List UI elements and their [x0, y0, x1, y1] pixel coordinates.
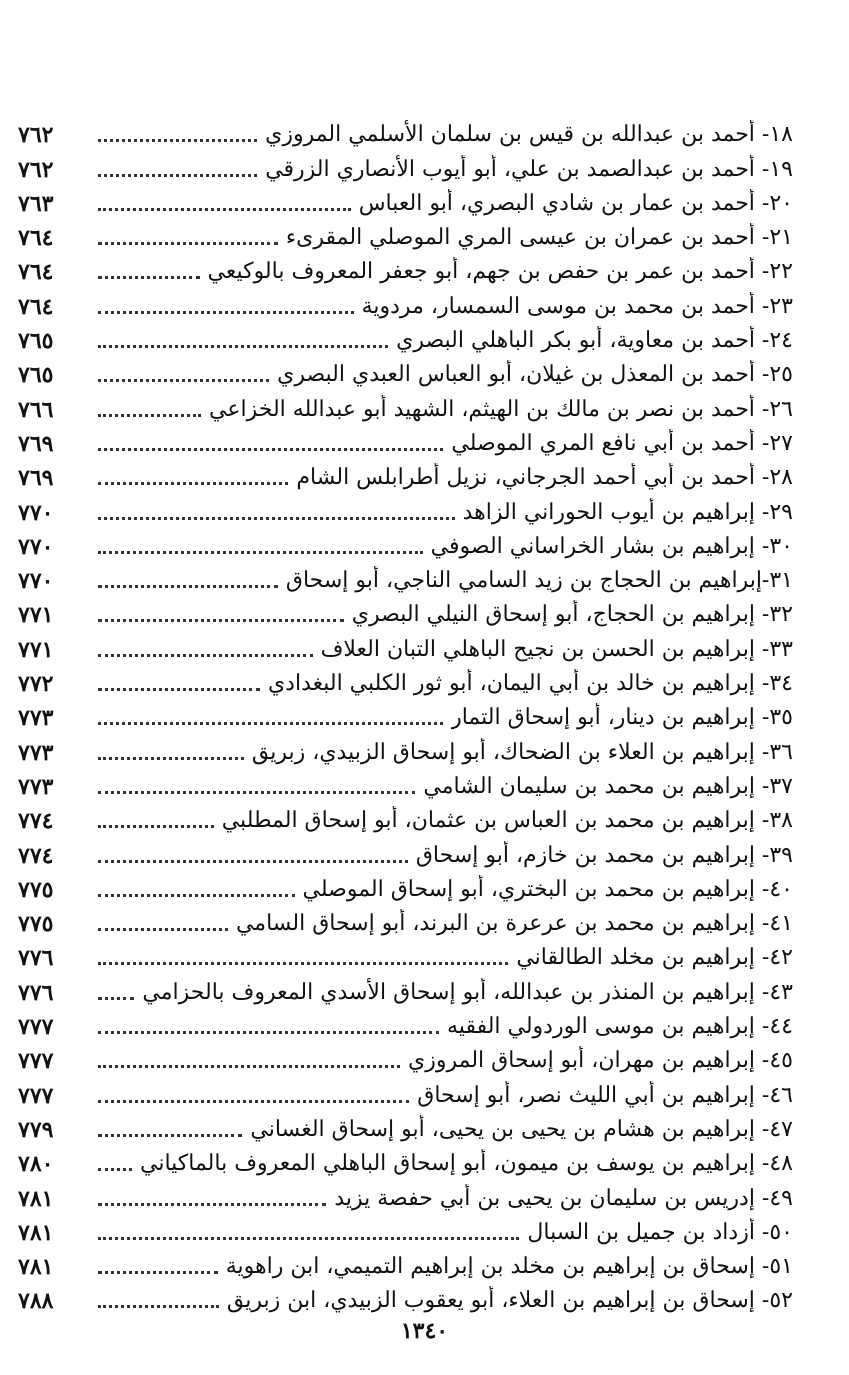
toc-entry-title: ٤٧- إبراهيم بن هشام بن يحيى بن يحيى، أبو إسحاق الغساني [250, 1116, 793, 1142]
dot-leader [98, 1031, 439, 1034]
toc-entry [18, 253, 793, 287]
dot-leader [98, 825, 214, 828]
toc-entry [18, 287, 793, 321]
toc-entry-title: ٣٩- إبراهيم بن محمد بن خازم، أبو إسحاق [415, 842, 793, 868]
toc-entry [18, 219, 793, 253]
toc-entry-title: ١٨- أحمد بن عبدالله بن قيس بن سلمان الأسلمي المروزي [265, 122, 793, 148]
toc-entry-page-number: ٧٨١ [18, 1185, 54, 1212]
toc-entry-title: ٢٩- إبراهيم بن أيوب الحوراني الزاهد [462, 499, 793, 525]
dot-leader [98, 791, 415, 794]
toc-entry-title: ١٩- أحمد بن عبدالصمد بن علي، أبو أيوب الأنصاري الزرقي [265, 156, 793, 182]
dot-leader [98, 414, 201, 417]
toc-entry [18, 973, 793, 1007]
dot-leader [98, 1271, 218, 1274]
dot-leader [98, 654, 313, 657]
toc-entry-title: ٢٠- أحمد بن عمار بن شادي البصري، أبو العباس [358, 190, 793, 216]
toc-entry [18, 116, 793, 150]
toc-entry-page-number: ٧٨٠ [18, 1151, 54, 1178]
dot-leader [98, 997, 134, 1000]
toc-entry [18, 939, 793, 973]
toc-entry-page-number: ٧٧٣ [18, 705, 54, 732]
toc-entry-title: ٤٦- إبراهيم بن أبي الليث نصر، أبو إسحاق [417, 1082, 793, 1108]
toc-entry [18, 1248, 793, 1282]
toc-entry-page-number: ٧٧٥ [18, 876, 54, 903]
toc-entry-title: ٥٢- إسحاق بن إبراهيم بن العلاء، أبو يعقوب الزبيدي، ابن زبريق [226, 1288, 793, 1314]
toc-entry-page-number: ٧٧٠ [18, 568, 54, 595]
dot-leader [98, 174, 257, 177]
toc-entry-page-number: ٧٧٤ [18, 808, 54, 835]
toc-entry [18, 733, 793, 767]
toc-entry-title: ٣٣- إبراهيم بن الحسن بن نجيح الباهلي التبان العلاف [320, 636, 793, 662]
dot-leader [98, 894, 295, 897]
toc-entry-title: ٤٠- إبراهيم بن محمد بن البختري، أبو إسحاق الموصلي [302, 876, 793, 902]
toc-entry [18, 630, 793, 664]
toc-entry-page-number: ٧٨٨ [18, 1288, 54, 1315]
toc-entry [18, 390, 793, 424]
toc-entry-page-number: ٧٧١ [18, 636, 54, 663]
dot-leader [98, 379, 269, 382]
toc-entry-page-number: ٧٦٥ [18, 328, 54, 355]
toc-entry [18, 768, 793, 802]
toc-entry-page-number: ٧٧٣ [18, 773, 54, 800]
toc-entry-page-number: ٧٦٤ [18, 293, 54, 320]
toc-entry-page-number: ٧٧٣ [18, 739, 54, 766]
dot-leader [98, 139, 257, 142]
dot-leader [98, 242, 278, 245]
toc-entry-page-number: ٧٨١ [18, 1254, 54, 1281]
toc-entry-page-number: ٧٧٦ [18, 945, 54, 972]
toc-entry-title: ٣٥- إبراهيم بن دينار، أبو إسحاق التمار [451, 705, 793, 731]
dot-leader [98, 482, 288, 485]
toc-entry-title: ٣٢- إبراهيم بن الحجاج، أبو إسحاق النيلي البصري [351, 602, 793, 628]
toc-entry [18, 1042, 793, 1076]
dot-leader [98, 208, 351, 211]
dot-leader [98, 1305, 219, 1308]
toc-entry [18, 1008, 793, 1042]
dot-leader [98, 345, 388, 348]
toc-entry [18, 322, 793, 356]
toc-entry-page-number: ٧٧٧ [18, 1014, 54, 1041]
toc-entry [18, 528, 793, 562]
toc-entry-title: ٢٨- أحمد بن أبي أحمد الجرجاني، نزيل أطرابلس الشام [296, 465, 793, 491]
toc-entry-page-number: ٧٦٢ [18, 122, 54, 149]
toc-entry-title: ٤٩- إدريس بن سليمان بن يحيى بن أبي حفصة يزيد [334, 1185, 793, 1211]
toc-entry-page-number: ٧٨١ [18, 1219, 54, 1246]
toc-entry-title: ٢٤- أحمد بن معاوية، أبو بكر الباهلي البصري [396, 328, 793, 354]
toc-entry-page-number: ٧٦٢ [18, 156, 54, 183]
dot-leader [98, 928, 228, 931]
dot-leader [98, 448, 443, 451]
dot-leader [98, 1065, 400, 1068]
toc-entry-page-number: ٧٧٩ [18, 1116, 54, 1143]
dot-leader [98, 688, 260, 691]
toc-entry-page-number: ٧٧٧ [18, 1082, 54, 1109]
dot-leader [98, 619, 344, 622]
toc-entry [18, 802, 793, 836]
toc-entry-title: ٥٠- أزداد بن جميل بن السبال [527, 1219, 793, 1245]
dot-leader [98, 517, 455, 520]
toc-entry [18, 665, 793, 699]
toc-entry [18, 562, 793, 596]
dot-leader [98, 1203, 326, 1206]
toc-entry [18, 596, 793, 630]
dot-leader [98, 1237, 519, 1240]
toc-entry-title: ٢٧- أحمد بن أبي نافع المري الموصلي [451, 430, 793, 456]
dot-leader [98, 585, 278, 588]
toc-entry [18, 836, 793, 870]
toc-entry [18, 356, 793, 390]
toc-entry [18, 1076, 793, 1110]
toc-entry [18, 905, 793, 939]
dot-leader [98, 1168, 132, 1171]
toc-entry-title: ٢٦- أحمد بن نصر بن مالك بن الهيثم، الشهيد أبو عبدالله الخزاعي [209, 396, 793, 422]
dot-leader [98, 757, 244, 760]
toc-entry-page-number: ٧٦٥ [18, 362, 54, 389]
dot-leader [98, 722, 443, 725]
toc-entry-page-number: ٧٧٠ [18, 499, 54, 526]
toc-entry-title: ٤١- إبراهيم بن محمد بن عرعرة بن البرند، أبو إسحاق السامي [235, 911, 793, 937]
toc-entry-title: ٤٣- إبراهيم بن المنذر بن عبدالله، أبو إسحاق الأسدي المعروف بالحزامي [142, 979, 793, 1005]
dot-leader [98, 276, 200, 279]
toc-entry-title: ٣١-إبراهيم بن الحجاج بن زيد السامي الناجي، أبو إسحاق [285, 568, 793, 594]
toc-entry-title: ٤٢- إبراهيم بن مخلد الطالقاني [516, 945, 793, 971]
toc-entry [18, 459, 793, 493]
toc-entry-title: ٥١- إسحاق بن إبراهيم بن مخلد بن إبراهيم التميمي، ابن راهوية [225, 1254, 793, 1280]
toc-entry [18, 1111, 793, 1145]
dot-leader [98, 860, 408, 863]
toc-entry-page-number: ٧٦٤ [18, 225, 54, 252]
dot-leader [98, 1134, 242, 1137]
toc-entry-title: ٤٤- إبراهيم بن موسى الوردولي الفقيه [447, 1014, 793, 1040]
toc-entry-page-number: ٧٧١ [18, 602, 54, 629]
toc-entry-page-number: ٧٦٦ [18, 396, 54, 423]
toc-entry-page-number: ٧٧٤ [18, 842, 54, 869]
toc-entry-title: ٣٤- إبراهيم بن خالد بن أبي اليمان، أبو ثور الكلبي البغدادي [267, 671, 793, 697]
toc-entry-page-number: ٧٧٢ [18, 671, 54, 698]
toc-entry-title: ٣٧- إبراهيم بن محمد بن سليمان الشامي [423, 773, 793, 799]
toc-entry-page-number: ٧٧٥ [18, 911, 54, 938]
toc-entry [18, 1214, 793, 1248]
toc-entry-title: ٢٢- أحمد بن عمر بن حفص بن جهم، أبو جعفر المعروف بالوكيعي [207, 259, 793, 285]
table-of-contents [18, 116, 793, 1316]
toc-entry [18, 871, 793, 905]
toc-entry-title: ٣٨- إبراهيم بن محمد بن العباس بن عثمان، أبو إسحاق المطلبي [221, 808, 793, 834]
dot-leader [98, 962, 508, 965]
dot-leader [98, 551, 423, 554]
toc-entry-title: ٢٥- أحمد بن المعذل بن غيلان، أبو العباس العبدي البصري [277, 362, 793, 388]
page-number: ١٣٤٠ [400, 1318, 449, 1344]
toc-entry [18, 185, 793, 219]
toc-entry-title: ٤٨- إبراهيم بن يوسف بن ميمون، أبو إسحاق الباهلي المعروف بالماكياني [139, 1151, 793, 1177]
toc-entry [18, 493, 793, 527]
toc-entry-title: ٢١- أحمد بن عمران بن عيسى المري الموصلي المقرىء [285, 225, 793, 251]
toc-entry [18, 1145, 793, 1179]
toc-entry-page-number: ٧٧٦ [18, 979, 54, 1006]
toc-entry [18, 699, 793, 733]
toc-entry-title: ٣٠- إبراهيم بن بشار الخراساني الصوفي [430, 533, 793, 559]
toc-entry-page-number: ٧٦٩ [18, 465, 54, 492]
dot-leader [98, 1100, 409, 1103]
toc-entry [18, 1282, 793, 1316]
toc-entry-title: ٤٥- إبراهيم بن مهران، أبو إسحاق المروزي [408, 1048, 793, 1074]
toc-entry [18, 425, 793, 459]
toc-entry-page-number: ٧٧٧ [18, 1048, 54, 1075]
toc-entry [18, 150, 793, 184]
dot-leader [98, 311, 354, 314]
toc-entry-page-number: ٧٧٠ [18, 533, 54, 560]
toc-entry-page-number: ٧٦٤ [18, 259, 54, 286]
toc-entry [18, 1179, 793, 1213]
toc-entry-title: ٣٦- إبراهيم بن العلاء بن الضحاك، أبو إسحاق الزبيدي، زبريق [251, 739, 793, 765]
toc-entry-title: ٢٣- أحمد بن محمد بن موسى السمسار، مردوية [361, 293, 793, 319]
toc-entry-page-number: ٧٦٩ [18, 430, 54, 457]
toc-entry-page-number: ٧٦٣ [18, 190, 54, 217]
